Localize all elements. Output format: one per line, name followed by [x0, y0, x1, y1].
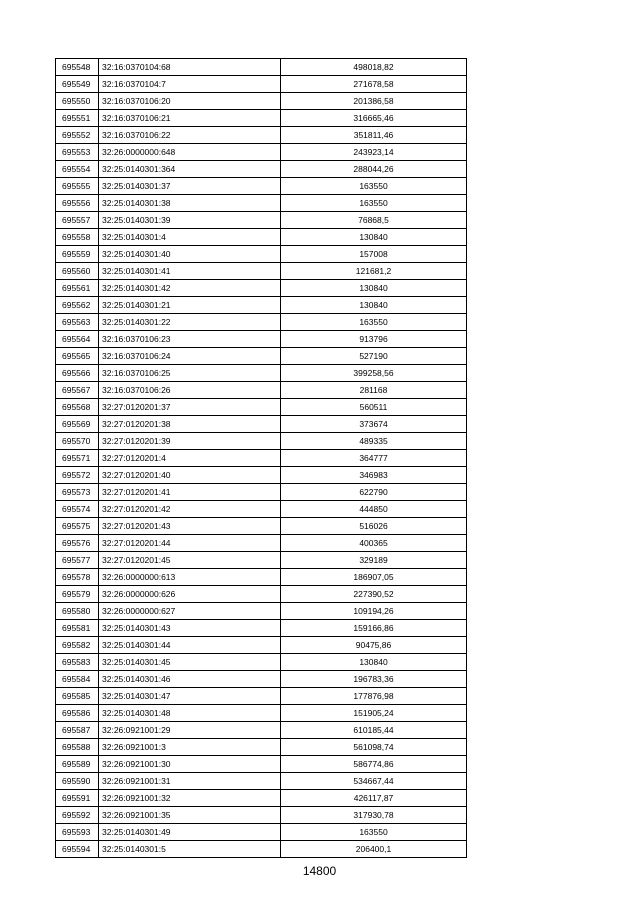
row-id-cell: 695591 — [56, 790, 99, 807]
cadastral-number-cell: 32:25:0140301:48 — [99, 705, 281, 722]
value-cell: 351811,46 — [281, 127, 467, 144]
table-row — [56, 212, 467, 229]
cadastral-number-cell: 32:25:0140301:22 — [99, 314, 281, 331]
cadastral-number-cell: 32:16:0370106:22 — [99, 127, 281, 144]
table-row — [56, 722, 467, 739]
row-id-cell: 695589 — [56, 756, 99, 773]
value-cell: 130840 — [281, 654, 467, 671]
row-id-cell: 695561 — [56, 280, 99, 297]
value-cell: 206400,1 — [281, 841, 467, 858]
value-cell: 444850 — [281, 501, 467, 518]
table-row — [56, 552, 467, 569]
table-row — [56, 841, 467, 858]
value-cell: 586774,86 — [281, 756, 467, 773]
cadastral-number-cell: 32:27:0120201:44 — [99, 535, 281, 552]
row-id-cell: 695548 — [56, 59, 99, 76]
cadastral-number-cell: 32:16:0370104:68 — [99, 59, 281, 76]
cadastral-number-cell: 32:27:0120201:37 — [99, 399, 281, 416]
cadastral-number-cell: 32:16:0370106:21 — [99, 110, 281, 127]
value-cell: 177876,98 — [281, 688, 467, 705]
row-id-cell: 695576 — [56, 535, 99, 552]
row-id-cell: 695570 — [56, 433, 99, 450]
cadastral-number-cell: 32:26:0921001:29 — [99, 722, 281, 739]
cadastral-value-table — [55, 58, 467, 858]
value-cell: 163550 — [281, 195, 467, 212]
row-id-cell: 695574 — [56, 501, 99, 518]
value-cell: 109194,26 — [281, 603, 467, 620]
table-row — [56, 824, 467, 841]
cadastral-number-cell: 32:25:0140301:4 — [99, 229, 281, 246]
table-row — [56, 705, 467, 722]
row-id-cell: 695571 — [56, 450, 99, 467]
table-row — [56, 195, 467, 212]
table-row — [56, 807, 467, 824]
table-row — [56, 178, 467, 195]
value-cell: 346983 — [281, 467, 467, 484]
cadastral-number-cell: 32:16:0370106:23 — [99, 331, 281, 348]
row-id-cell: 695550 — [56, 93, 99, 110]
table-row — [56, 399, 467, 416]
row-id-cell: 695565 — [56, 348, 99, 365]
cadastral-number-cell: 32:27:0120201:45 — [99, 552, 281, 569]
cadastral-number-cell: 32:16:0370104:7 — [99, 76, 281, 93]
value-cell: 610185,44 — [281, 722, 467, 739]
value-cell: 364777 — [281, 450, 467, 467]
table-row — [56, 671, 467, 688]
row-id-cell: 695585 — [56, 688, 99, 705]
table-row — [56, 637, 467, 654]
cadastral-number-cell: 32:27:0120201:42 — [99, 501, 281, 518]
table-body — [56, 59, 467, 858]
row-id-cell: 695556 — [56, 195, 99, 212]
table-row — [56, 467, 467, 484]
row-id-cell: 695590 — [56, 773, 99, 790]
row-id-cell: 695581 — [56, 620, 99, 637]
value-cell: 527190 — [281, 348, 467, 365]
cadastral-number-cell: 32:25:0140301:40 — [99, 246, 281, 263]
row-id-cell: 695577 — [56, 552, 99, 569]
cadastral-number-cell: 32:27:0120201:4 — [99, 450, 281, 467]
value-cell: 186907,05 — [281, 569, 467, 586]
row-id-cell: 695558 — [56, 229, 99, 246]
table-row — [56, 535, 467, 552]
table-row — [56, 314, 467, 331]
row-id-cell: 695559 — [56, 246, 99, 263]
row-id-cell: 695588 — [56, 739, 99, 756]
table-row — [56, 365, 467, 382]
cadastral-number-cell: 32:16:0370106:20 — [99, 93, 281, 110]
table-row — [56, 654, 467, 671]
cadastral-number-cell: 32:25:0140301:44 — [99, 637, 281, 654]
row-id-cell: 695578 — [56, 569, 99, 586]
value-cell: 281168 — [281, 382, 467, 399]
row-id-cell: 695567 — [56, 382, 99, 399]
cadastral-number-cell: 32:26:0000000:626 — [99, 586, 281, 603]
cadastral-number-cell: 32:25:0140301:41 — [99, 263, 281, 280]
table-row — [56, 433, 467, 450]
row-id-cell: 695593 — [56, 824, 99, 841]
row-id-cell: 695568 — [56, 399, 99, 416]
table-row — [56, 59, 467, 76]
cadastral-number-cell: 32:25:0140301:5 — [99, 841, 281, 858]
table-row — [56, 280, 467, 297]
cadastral-number-cell: 32:16:0370106:24 — [99, 348, 281, 365]
value-cell: 90475,86 — [281, 637, 467, 654]
cadastral-number-cell: 32:25:0140301:42 — [99, 280, 281, 297]
table-row — [56, 127, 467, 144]
cadastral-number-cell: 32:26:0000000:613 — [99, 569, 281, 586]
row-id-cell: 695551 — [56, 110, 99, 127]
value-cell: 196783,36 — [281, 671, 467, 688]
value-cell: 163550 — [281, 314, 467, 331]
page-number: 14800 — [302, 864, 337, 878]
table-row — [56, 331, 467, 348]
cadastral-number-cell: 32:25:0140301:45 — [99, 654, 281, 671]
row-id-cell: 695579 — [56, 586, 99, 603]
cadastral-number-cell: 32:26:0000000:627 — [99, 603, 281, 620]
table-row — [56, 586, 467, 603]
row-id-cell: 695553 — [56, 144, 99, 161]
row-id-cell: 695572 — [56, 467, 99, 484]
table-row — [56, 688, 467, 705]
cadastral-number-cell: 32:26:0921001:3 — [99, 739, 281, 756]
cadastral-number-cell: 32:25:0140301:46 — [99, 671, 281, 688]
value-cell: 243923,14 — [281, 144, 467, 161]
value-cell: 151905,24 — [281, 705, 467, 722]
value-cell: 163550 — [281, 824, 467, 841]
value-cell: 426117,87 — [281, 790, 467, 807]
row-id-cell: 695586 — [56, 705, 99, 722]
row-id-cell: 695557 — [56, 212, 99, 229]
value-cell: 373674 — [281, 416, 467, 433]
value-cell: 76868,5 — [281, 212, 467, 229]
table-row — [56, 739, 467, 756]
table-row — [56, 603, 467, 620]
table-row — [56, 518, 467, 535]
row-id-cell: 695563 — [56, 314, 99, 331]
table-row — [56, 569, 467, 586]
cadastral-number-cell: 32:26:0921001:30 — [99, 756, 281, 773]
value-cell: 130840 — [281, 297, 467, 314]
value-cell: 130840 — [281, 280, 467, 297]
row-id-cell: 695549 — [56, 76, 99, 93]
table-row — [56, 382, 467, 399]
cadastral-number-cell: 32:27:0120201:39 — [99, 433, 281, 450]
row-id-cell: 695587 — [56, 722, 99, 739]
row-id-cell: 695583 — [56, 654, 99, 671]
value-cell: 201386,58 — [281, 93, 467, 110]
value-cell: 271678,58 — [281, 76, 467, 93]
table-row — [56, 246, 467, 263]
cadastral-number-cell: 32:25:0140301:38 — [99, 195, 281, 212]
cadastral-number-cell: 32:26:0921001:35 — [99, 807, 281, 824]
cadastral-number-cell: 32:25:0140301:21 — [99, 297, 281, 314]
row-id-cell: 695592 — [56, 807, 99, 824]
row-id-cell: 695575 — [56, 518, 99, 535]
value-cell: 329189 — [281, 552, 467, 569]
row-id-cell: 695569 — [56, 416, 99, 433]
table-row — [56, 229, 467, 246]
cadastral-number-cell: 32:25:0140301:364 — [99, 161, 281, 178]
cadastral-number-cell: 32:16:0370106:25 — [99, 365, 281, 382]
cadastral-number-cell: 32:27:0120201:43 — [99, 518, 281, 535]
table-row — [56, 501, 467, 518]
cadastral-number-cell: 32:25:0140301:49 — [99, 824, 281, 841]
value-cell: 561098,74 — [281, 739, 467, 756]
cadastral-number-cell: 32:16:0370106:26 — [99, 382, 281, 399]
row-id-cell: 695564 — [56, 331, 99, 348]
value-cell: 157008 — [281, 246, 467, 263]
value-cell: 560511 — [281, 399, 467, 416]
row-id-cell: 695560 — [56, 263, 99, 280]
table-row — [56, 93, 467, 110]
value-cell: 534667,44 — [281, 773, 467, 790]
cadastral-number-cell: 32:25:0140301:37 — [99, 178, 281, 195]
table-row — [56, 756, 467, 773]
table-row — [56, 450, 467, 467]
row-id-cell: 695555 — [56, 178, 99, 195]
cadastral-number-cell: 32:26:0921001:32 — [99, 790, 281, 807]
table-row — [56, 263, 467, 280]
value-cell: 516026 — [281, 518, 467, 535]
value-cell: 317930,78 — [281, 807, 467, 824]
row-id-cell: 695562 — [56, 297, 99, 314]
value-cell: 159166,86 — [281, 620, 467, 637]
value-cell: 400365 — [281, 535, 467, 552]
table-row — [56, 348, 467, 365]
cadastral-number-cell: 32:26:0000000:648 — [99, 144, 281, 161]
cadastral-number-cell: 32:26:0921001:31 — [99, 773, 281, 790]
value-cell: 489335 — [281, 433, 467, 450]
row-id-cell: 695594 — [56, 841, 99, 858]
cadastral-number-cell: 32:27:0120201:41 — [99, 484, 281, 501]
table-row — [56, 110, 467, 127]
value-cell: 227390,52 — [281, 586, 467, 603]
table-row — [56, 416, 467, 433]
cadastral-number-cell: 32:27:0120201:40 — [99, 467, 281, 484]
table-row — [56, 161, 467, 178]
cadastral-number-cell: 32:25:0140301:39 — [99, 212, 281, 229]
row-id-cell: 695584 — [56, 671, 99, 688]
value-cell: 288044,26 — [281, 161, 467, 178]
row-id-cell: 695566 — [56, 365, 99, 382]
table-row — [56, 620, 467, 637]
value-cell: 316665,46 — [281, 110, 467, 127]
row-id-cell: 695552 — [56, 127, 99, 144]
value-cell: 498018,82 — [281, 59, 467, 76]
row-id-cell: 695573 — [56, 484, 99, 501]
row-id-cell: 695582 — [56, 637, 99, 654]
cadastral-number-cell: 32:25:0140301:43 — [99, 620, 281, 637]
row-id-cell: 695554 — [56, 161, 99, 178]
table-row — [56, 297, 467, 314]
cadastral-number-cell: 32:25:0140301:47 — [99, 688, 281, 705]
value-cell: 622790 — [281, 484, 467, 501]
table-row — [56, 484, 467, 501]
value-cell: 121681,2 — [281, 263, 467, 280]
table-row — [56, 773, 467, 790]
table-row — [56, 790, 467, 807]
row-id-cell: 695580 — [56, 603, 99, 620]
value-cell: 399258,56 — [281, 365, 467, 382]
table-row — [56, 144, 467, 161]
value-cell: 913796 — [281, 331, 467, 348]
cadastral-number-cell: 32:27:0120201:38 — [99, 416, 281, 433]
value-cell: 163550 — [281, 178, 467, 195]
table-row — [56, 76, 467, 93]
value-cell: 130840 — [281, 229, 467, 246]
